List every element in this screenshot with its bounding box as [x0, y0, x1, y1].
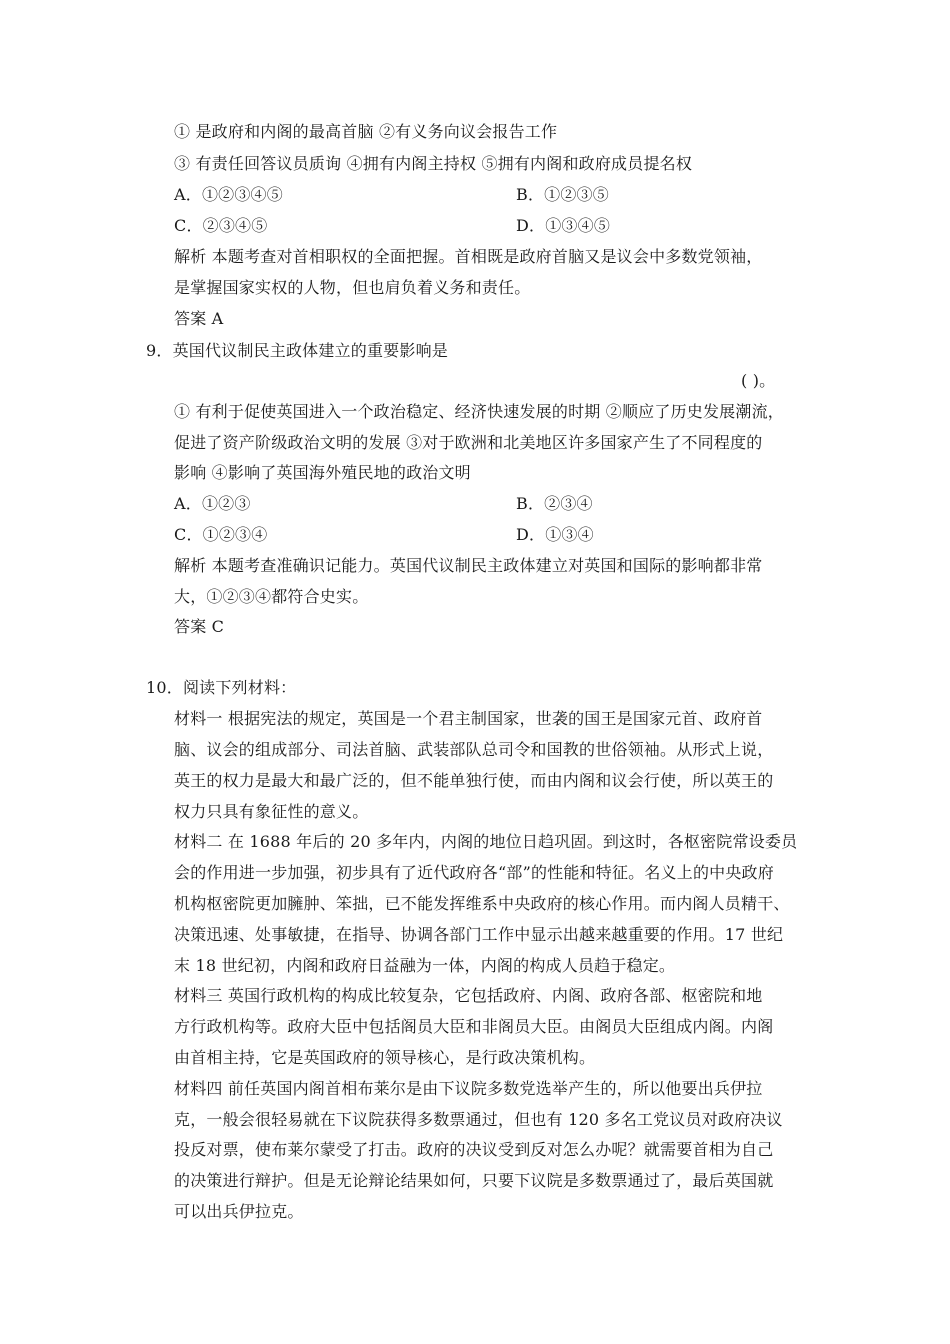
- q9-analysis-line-1: 解析 本题考查准确识记能力。英国代议制民主政体建立对英国和国际的影响都非常: [174, 556, 763, 575]
- q9-option-d: D．①③④: [516, 525, 594, 544]
- q8-option-b: B．①②③⑤: [516, 185, 609, 204]
- q8-option-a: A．①②③④⑤: [174, 185, 283, 204]
- q10-material-3-line: 材料三 英国行政机构的构成比较复杂，它包括政府、内阁、政府各部、枢密院和地: [174, 986, 763, 1005]
- q10-material-4-line: 可以出兵伊拉克。: [174, 1202, 304, 1221]
- q10-material-1-line: 权力只具有象征性的意义。: [174, 802, 369, 821]
- q8-analysis-line-1: 解析 本题考查对首相职权的全面把握。首相既是政府首脑又是议会中多数党领袖，: [174, 247, 763, 266]
- q10-material-2-line: 决策迅速、处事敏捷，在指导、协调各部门工作中显示出越来越重要的作用。17 世纪: [174, 925, 784, 944]
- q10-material-1-line: 脑、议会的组成部分、司法首脑、武装部队总司令和国教的世俗领袖。从形式上说，: [174, 740, 774, 759]
- q10-material-4-line: 克，一般会很轻易就在下议院获得多数票通过，但也有 120 多名工党议员对政府决议: [174, 1110, 783, 1129]
- q10-material-4-line: 材料四 前任英国内阁首相布莱尔是由下议院多数党选举产生的，所以他要出兵伊拉: [174, 1079, 763, 1098]
- q10-material-1-line: 材料一 根据宪法的规定，英国是一个君主制国家，世袭的国王是国家元首、政府首: [174, 709, 763, 728]
- q9-option-b: B．②③④: [516, 494, 593, 513]
- q10-material-2-line: 材料二 在 1688 年后的 20 多年内，内阁的地位日趋巩固。到这时，各枢密院常设委员: [174, 832, 798, 851]
- q10-stem: 10．阅读下列材料：: [146, 678, 297, 697]
- q9-option-a: A．①②③: [174, 494, 251, 513]
- q9-analysis-line-2: 大，①②③④都符合史实。: [174, 587, 369, 606]
- q8-answer: 答案 A: [174, 309, 224, 328]
- q10-material-4-line: 投反对票，使布莱尔蒙受了打击。政府的决议受到反对怎么办呢？就需要首相为自己: [174, 1140, 774, 1159]
- q9-answer: 答案 C: [174, 617, 225, 636]
- q9-answer-blank: ( )。: [741, 371, 776, 390]
- q9-stem: 9．英国代议制民主政体建立的重要影响是: [146, 341, 448, 360]
- q10-material-2-line: 末 18 世纪初，内阁和政府日益融为一体，内阁的构成人员趋于稳定。: [174, 956, 676, 975]
- q9-choice-line-1: ① 有利于促使英国进入一个政治稳定、经济快速发展的时期 ②顺应了历史发展潮流，: [174, 402, 784, 421]
- q8-option-d: D．①③④⑤: [516, 216, 611, 235]
- q9-choice-line-3: 影响 ④影响了英国海外殖民地的政治文明: [174, 463, 471, 482]
- q10-material-3-line: 由首相主持，它是英国政府的领导核心，是行政决策机构。: [174, 1048, 596, 1067]
- q10-material-2-line: 会的作用进一步加强，初步具有了近代政府各“部”的性能和特征。名义上的中央政府: [174, 863, 774, 882]
- q9-choice-line-2: 促进了资产阶级政治文明的发展 ③对于欧洲和北美地区许多国家产生了不同程度的: [174, 433, 763, 452]
- q9-option-c: C．①②③④: [174, 525, 268, 544]
- q8-choice-line-1: ① 是政府和内阁的最高首脑 ②有义务向议会报告工作: [174, 122, 558, 141]
- q10-material-4-line: 的决策进行辩护。但是无论辩论结果如何，只要下议院是多数票通过了，最后英国就: [174, 1171, 774, 1190]
- q10-material-1-line: 英王的权力是最大和最广泛的，但不能单独行使，而由内阁和议会行使，所以英王的: [174, 771, 774, 790]
- q8-analysis-line-2: 是掌握国家实权的人物，但也肩负着义务和责任。: [174, 278, 531, 297]
- q10-material-2-line: 机构枢密院更加臃肿、笨拙，已不能发挥维系中央政府的核心作用。而内阁人员精干、: [174, 894, 790, 913]
- q10-material-3-line: 方行政机构等。政府大臣中包括阁员大臣和非阁员大臣。由阁员大臣组成内阁。内阁: [174, 1017, 774, 1036]
- q8-choice-line-2: ③ 有责任回答议员质询 ④拥有内阁主持权 ⑤拥有内阁和政府成员提名权: [174, 154, 693, 173]
- q8-option-c: C．②③④⑤: [174, 216, 268, 235]
